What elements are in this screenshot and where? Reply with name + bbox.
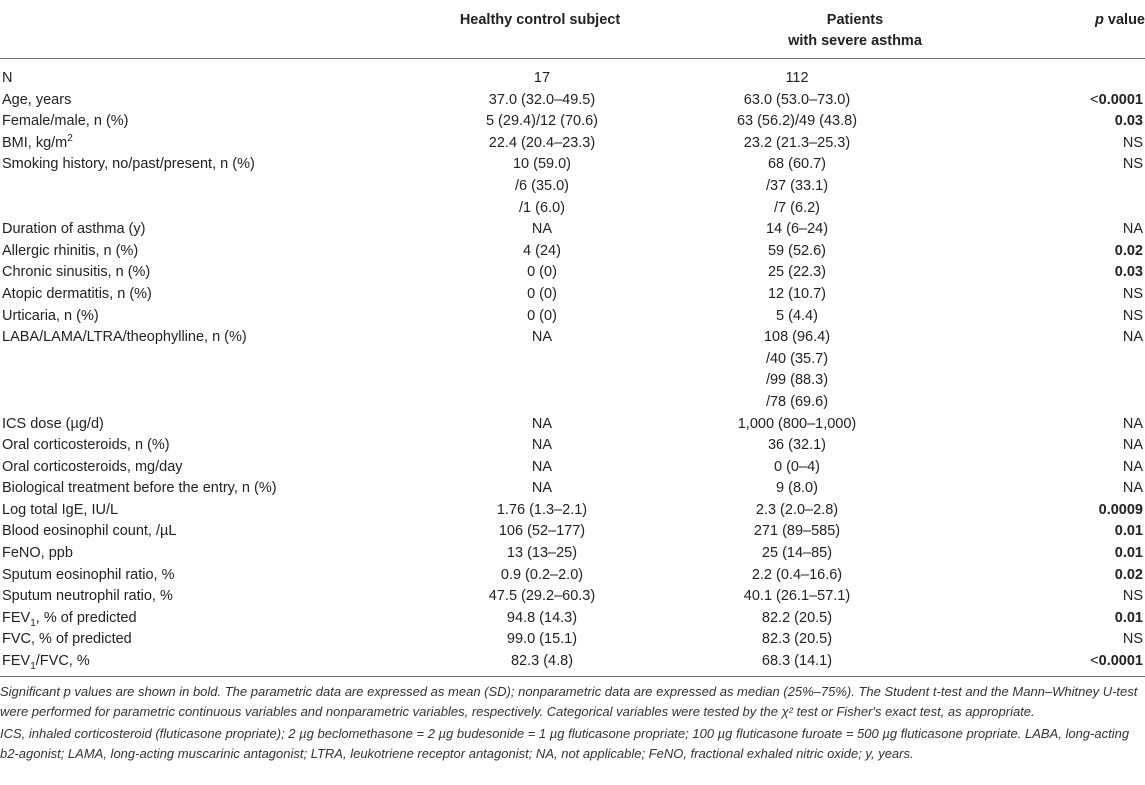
cell-patients: 25 (22.3) bbox=[767, 264, 827, 281]
table-body bbox=[0, 68, 1145, 673]
cell-patients: /99 (88.3) bbox=[765, 372, 829, 389]
row-label bbox=[0, 651, 442, 673]
p-value-text: 0.0001 bbox=[1098, 91, 1143, 108]
table-bottom-rule bbox=[0, 676, 1145, 677]
table-row bbox=[0, 565, 1145, 587]
table-row bbox=[0, 68, 1145, 90]
row-label-text: Biological treatment before the entry, n (%) bbox=[2, 480, 277, 497]
p-value-text: 0.01 bbox=[1114, 609, 1143, 626]
table-row bbox=[0, 241, 1145, 263]
row-label bbox=[0, 565, 442, 587]
cell-p-value bbox=[892, 241, 1145, 263]
header-p-value bbox=[1060, 10, 1145, 31]
cell-healthy-control: 0.9 (0.2–2.0) bbox=[500, 566, 584, 583]
p-value-text: NS bbox=[1122, 134, 1143, 151]
row-label bbox=[0, 327, 442, 349]
p-value-text: NA bbox=[1122, 221, 1143, 238]
row-label-text: Log total IgE, IU/L bbox=[2, 501, 119, 518]
row-label bbox=[0, 478, 442, 500]
cell-patients: 2.3 (2.0–2.8) bbox=[755, 501, 839, 518]
cell-healthy-control: NA bbox=[531, 458, 553, 475]
row-label-text: Urticaria, n (%) bbox=[2, 307, 99, 324]
header-healthy-control: Healthy control subject bbox=[459, 12, 621, 28]
cell-healthy-control bbox=[442, 349, 642, 371]
footnote-2: ICS, inhaled corticosteroid (fluticasone propriate); 2 µg beclomethasone = 2 µg budesonide = 1 µg fluticasone propriate; 100 µg fluticasone furoate = 500 µg fluticasone propriate. LABA, long-acting b2-agonist; LAMA, long-acting muscarinic antagonist; LTRA, leukotriene receptor antagonist; NA, not applicable; FeNO, fractional exhaled nitric oxide; y, years. bbox=[0, 726, 1130, 761]
table-row bbox=[0, 521, 1145, 543]
header-p-italic: p bbox=[1095, 12, 1104, 28]
table-row bbox=[0, 306, 1145, 328]
p-value-text: 0.01 bbox=[1114, 545, 1143, 562]
cell-healthy-control: NA bbox=[531, 415, 553, 432]
cell-patients: 271 (89–585) bbox=[753, 523, 841, 540]
header-patients bbox=[760, 10, 950, 52]
row-label bbox=[0, 435, 442, 457]
cell-healthy-control: NA bbox=[531, 221, 553, 238]
table-row bbox=[0, 629, 1145, 651]
cell-healthy-control: 37.0 (32.0–49.5) bbox=[488, 91, 596, 108]
cell-healthy-control: 94.8 (14.3) bbox=[506, 609, 578, 626]
row-label bbox=[0, 284, 442, 306]
cell-p-value bbox=[892, 154, 1145, 176]
row-label-text: Duration of asthma (y) bbox=[2, 221, 146, 238]
row-label-text: Oral corticosteroids, mg/day bbox=[2, 458, 183, 475]
row-label-text: FVC, % of predicted bbox=[2, 631, 132, 648]
row-label bbox=[0, 176, 442, 198]
table-row bbox=[0, 262, 1145, 284]
row-label-text: BMI, kg/m bbox=[2, 134, 68, 151]
p-value-text: NS bbox=[1122, 588, 1143, 605]
table-row bbox=[0, 176, 1145, 198]
p-value-text: NS bbox=[1122, 156, 1143, 173]
cell-healthy-control: 17 bbox=[533, 70, 551, 86]
cell-patients: 5 (4.4) bbox=[776, 307, 818, 324]
cell-patients: 112 bbox=[785, 70, 809, 86]
row-label-text: FEV bbox=[2, 609, 31, 626]
cell-healthy-control: NA bbox=[531, 437, 553, 454]
p-value-text: 0.02 bbox=[1114, 566, 1143, 583]
cell-p-value bbox=[892, 392, 1145, 414]
cell-healthy-control: 47.5 (29.2–60.3) bbox=[488, 588, 596, 605]
header-p-rest: value bbox=[1103, 12, 1145, 28]
cell-healthy-control: 0 (0) bbox=[527, 264, 557, 281]
table-row bbox=[0, 478, 1145, 500]
cell-p-value bbox=[892, 521, 1145, 543]
cell-patients: 63 (56.2)/49 (43.8) bbox=[736, 113, 858, 130]
cell-healthy-control: 1.76 (1.3–2.1) bbox=[496, 501, 588, 518]
header-patients-line1: Patients bbox=[826, 12, 884, 28]
cell-p-value bbox=[892, 543, 1145, 565]
table-row bbox=[0, 414, 1145, 436]
cell-p-value bbox=[892, 586, 1145, 608]
cell-p-value bbox=[892, 68, 1145, 90]
cell-patients: 68 (60.7) bbox=[767, 156, 827, 173]
row-label-text: Chronic sinusitis, n (%) bbox=[2, 264, 151, 281]
cell-p-value bbox=[892, 219, 1145, 241]
table-footnotes bbox=[0, 682, 1141, 766]
cell-p-value bbox=[892, 500, 1145, 522]
row-label bbox=[0, 414, 442, 436]
table-header bbox=[0, 0, 1145, 59]
cell-healthy-control: /6 (35.0) bbox=[515, 177, 569, 194]
p-value-prefix: < bbox=[1090, 653, 1099, 670]
table-row bbox=[0, 500, 1145, 522]
header-patients-line2: with severe asthma bbox=[788, 33, 922, 49]
table-row bbox=[0, 435, 1145, 457]
row-label bbox=[0, 457, 442, 479]
cell-healthy-control: 82.3 (4.8) bbox=[510, 653, 574, 670]
p-value-text: NA bbox=[1122, 437, 1143, 454]
cell-healthy-control: 13 (13–25) bbox=[506, 545, 578, 562]
table-row bbox=[0, 543, 1145, 565]
table-row bbox=[0, 284, 1145, 306]
p-value-text: NA bbox=[1122, 458, 1143, 475]
row-label bbox=[0, 608, 442, 630]
row-label bbox=[0, 543, 442, 565]
row-label bbox=[0, 586, 442, 608]
cell-patients: 23.2 (21.3–25.3) bbox=[743, 134, 851, 151]
row-label bbox=[0, 306, 442, 328]
row-label bbox=[0, 111, 442, 133]
p-value-text: 0.0001 bbox=[1098, 653, 1143, 670]
table-row bbox=[0, 198, 1145, 220]
cell-healthy-control bbox=[442, 392, 642, 414]
cell-healthy-control: 0 (0) bbox=[527, 307, 557, 324]
cell-healthy-control: /1 (6.0) bbox=[519, 199, 565, 216]
cell-patients: 0 (0–4) bbox=[774, 458, 820, 475]
p-value-text: 0.0009 bbox=[1098, 501, 1143, 518]
row-label-sub: 1 bbox=[30, 617, 36, 629]
cell-patients: /78 (69.6) bbox=[765, 393, 829, 410]
cell-p-value bbox=[892, 327, 1145, 349]
cell-p-value bbox=[892, 629, 1145, 651]
table-row bbox=[0, 586, 1145, 608]
p-value-text: NA bbox=[1122, 480, 1143, 497]
table-row bbox=[0, 608, 1145, 630]
cell-patients: 1,000 (800–1,000) bbox=[737, 415, 857, 432]
cell-p-value bbox=[892, 133, 1145, 155]
cell-p-value bbox=[892, 306, 1145, 328]
table-row bbox=[0, 111, 1145, 133]
table-row bbox=[0, 154, 1145, 176]
cell-p-value bbox=[892, 608, 1145, 630]
row-label bbox=[0, 219, 442, 241]
cell-patients: 2.2 (0.4–16.6) bbox=[751, 566, 843, 583]
table-row bbox=[0, 370, 1145, 392]
table-row bbox=[0, 349, 1145, 371]
p-value-text: 0.01 bbox=[1114, 523, 1143, 540]
cell-patients: 25 (14–85) bbox=[761, 545, 833, 562]
row-label-text: FeNO, ppb bbox=[2, 545, 73, 562]
row-label-text: Blood eosinophil count, /µL bbox=[2, 523, 177, 540]
cell-p-value bbox=[892, 284, 1145, 306]
row-label-text: ICS dose (µg/d) bbox=[2, 415, 104, 432]
cell-p-value bbox=[892, 262, 1145, 284]
cell-patients: 82.3 (20.5) bbox=[761, 631, 833, 648]
cell-patients: /7 (6.2) bbox=[774, 199, 820, 216]
cell-patients: /37 (33.1) bbox=[765, 177, 829, 194]
cell-healthy-control bbox=[442, 370, 642, 392]
cell-healthy-control: 10 (59.0) bbox=[512, 156, 572, 173]
footnote-1: Significant p values are shown in bold. The parametric data are expressed as mean (SD); nonparametric data are expressed as median (25%–75%). The Student t-test and the Mann–Whitney U-test were performed for parametric continuous variables and nonparametric variables, respectively. Categorical variables were tested by the χ² test or Fisher's exact test, as appropriate. bbox=[0, 684, 1138, 719]
p-value-text: NA bbox=[1122, 415, 1143, 432]
cell-p-value bbox=[892, 349, 1145, 371]
row-label-sup: 2 bbox=[67, 132, 73, 144]
cell-p-value bbox=[892, 370, 1145, 392]
cell-p-value bbox=[892, 414, 1145, 436]
cell-healthy-control: 4 (24) bbox=[523, 242, 561, 259]
p-value-text: NS bbox=[1122, 285, 1143, 302]
row-label bbox=[0, 198, 442, 220]
p-value-prefix: < bbox=[1090, 91, 1099, 108]
cell-p-value bbox=[892, 457, 1145, 479]
cell-p-value bbox=[892, 435, 1145, 457]
cell-patients: 36 (32.1) bbox=[767, 437, 827, 454]
row-label bbox=[0, 133, 442, 155]
row-label-text: Atopic dermatitis, n (%) bbox=[2, 285, 152, 302]
cell-patients: 63.0 (53.0–73.0) bbox=[743, 91, 851, 108]
cell-healthy-control: 99.0 (15.1) bbox=[506, 631, 578, 648]
p-value-text: 0.03 bbox=[1114, 113, 1143, 130]
cell-p-value bbox=[892, 651, 1145, 673]
row-label-text: Sputum neutrophil ratio, % bbox=[2, 588, 173, 605]
cell-patients: 59 (52.6) bbox=[767, 242, 827, 259]
table-row bbox=[0, 327, 1145, 349]
row-label bbox=[0, 68, 442, 90]
cell-patients: 82.2 (20.5) bbox=[761, 609, 833, 626]
p-value-text: NA bbox=[1122, 329, 1143, 346]
row-label bbox=[0, 154, 442, 176]
cell-patients: /40 (35.7) bbox=[765, 350, 829, 367]
table-row bbox=[0, 219, 1145, 241]
row-label-text: Sputum eosinophil ratio, % bbox=[2, 566, 175, 583]
cell-patients: 68.3 (14.1) bbox=[761, 653, 833, 670]
row-label-text: Allergic rhinitis, n (%) bbox=[2, 242, 139, 259]
cell-healthy-control: 5 (29.4)/12 (70.6) bbox=[485, 113, 599, 130]
p-value-text: 0.02 bbox=[1114, 242, 1143, 259]
cell-healthy-control: NA bbox=[531, 480, 553, 497]
row-label bbox=[0, 349, 442, 371]
cell-healthy-control: 0 (0) bbox=[527, 285, 557, 302]
row-label bbox=[0, 241, 442, 263]
cell-healthy-control: NA bbox=[531, 329, 553, 346]
row-label-text: Oral corticosteroids, n (%) bbox=[2, 437, 170, 454]
cell-patients: 14 (6–24) bbox=[765, 221, 829, 238]
row-label bbox=[0, 90, 442, 112]
row-label-text: N bbox=[2, 70, 13, 86]
cell-healthy-control: 22.4 (20.4–23.3) bbox=[488, 134, 596, 151]
cell-patients: 108 (96.4) bbox=[763, 329, 831, 346]
row-label-text: Female/male, n (%) bbox=[2, 113, 129, 130]
row-label-after: /FVC, % bbox=[35, 653, 90, 670]
p-value-text: NS bbox=[1122, 307, 1143, 324]
row-label bbox=[0, 629, 442, 651]
p-value-text: NS bbox=[1122, 631, 1143, 648]
cell-patients: 9 (8.0) bbox=[776, 480, 818, 497]
cell-p-value bbox=[892, 198, 1145, 220]
p-value-text: 0.03 bbox=[1114, 264, 1143, 281]
row-label-after: , % of predicted bbox=[35, 609, 137, 626]
cell-patients: 40.1 (26.1–57.1) bbox=[743, 588, 851, 605]
cell-healthy-control: 106 (52–177) bbox=[498, 523, 586, 540]
table-row bbox=[0, 457, 1145, 479]
cell-p-value bbox=[892, 478, 1145, 500]
cell-p-value bbox=[892, 90, 1145, 112]
table-row bbox=[0, 392, 1145, 414]
table-row bbox=[0, 90, 1145, 112]
row-label-text: FEV bbox=[2, 653, 31, 670]
row-label bbox=[0, 392, 442, 414]
row-label-text: Smoking history, no/past/present, n (%) bbox=[2, 156, 255, 173]
row-label-text: Age, years bbox=[2, 91, 72, 108]
table-row bbox=[0, 133, 1145, 155]
cell-p-value bbox=[892, 111, 1145, 133]
row-label bbox=[0, 500, 442, 522]
cell-p-value bbox=[892, 176, 1145, 198]
table-row bbox=[0, 651, 1145, 673]
row-label bbox=[0, 370, 442, 392]
row-label bbox=[0, 262, 442, 284]
row-label-sub: 1 bbox=[30, 660, 36, 672]
row-label bbox=[0, 521, 442, 543]
row-label-text: LABA/LAMA/LTRA/theophylline, n (%) bbox=[2, 329, 247, 346]
cell-patients: 12 (10.7) bbox=[767, 285, 827, 302]
cell-p-value bbox=[892, 565, 1145, 587]
